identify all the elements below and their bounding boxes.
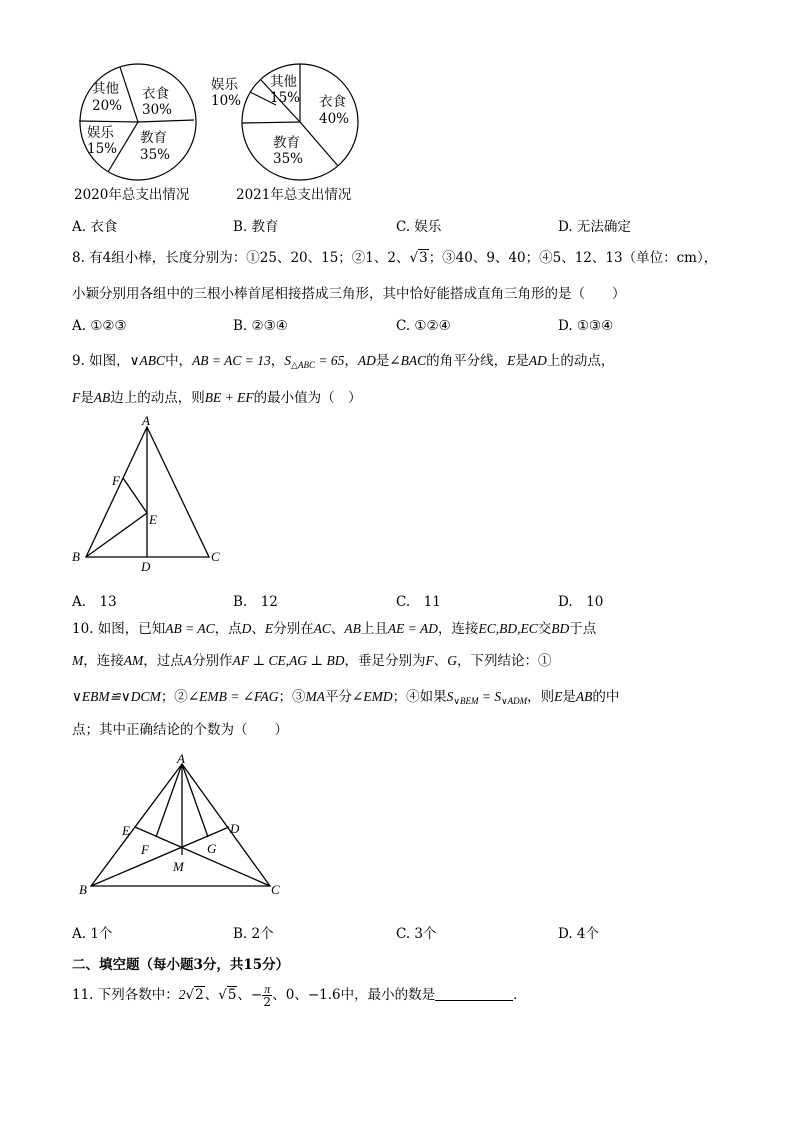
q9-math: AD (528, 353, 547, 368)
q8-text: ；③40、9、40；④5、12、13（单位：cm）， (428, 250, 718, 266)
q10-math: M (72, 653, 84, 668)
q11-text: 、0、−1.6中，最小的数是 (272, 987, 436, 1003)
q10-text: 10. 如图，已知 (72, 621, 166, 637)
q10-math: E (264, 621, 274, 636)
q11-fraction (262, 983, 272, 1008)
q10-label-b: B (79, 882, 87, 897)
q10-text: 、 (433, 653, 448, 669)
q11-math: 2 (178, 987, 186, 1002)
q10-option-b: B. 2个 (233, 926, 274, 942)
q9-label-d: D (141, 559, 151, 574)
q10-math: ∠EMB = ∠FAG (187, 689, 279, 704)
q9-text: ， (270, 353, 285, 369)
q10-segment-db (91, 827, 229, 886)
q10-text: ，点 (214, 621, 242, 637)
q9-segment-be (86, 513, 147, 557)
q11-fraction-numerator: π (264, 982, 271, 996)
q10-label-e: E (122, 823, 130, 838)
q10-math: AF ⊥ CE,AG ⊥ BD (232, 653, 345, 668)
q10-text: 分别在 (273, 621, 314, 637)
q10-math: G (447, 653, 458, 668)
pie-2020-divider (138, 120, 194, 122)
q10-text: 于点 (569, 621, 597, 637)
q10-text: ；③ (278, 689, 306, 705)
pie-2020-value-qita: 20% (92, 98, 123, 114)
q9-text: 中， (165, 353, 193, 369)
q9-label-a: A (142, 415, 150, 428)
q8-option-c: C. ①②④ (396, 318, 451, 334)
q10-line2 (72, 654, 552, 669)
q10-label-c: C (271, 882, 280, 897)
q10-segment-ec (135, 827, 270, 886)
q10-math: AB (344, 621, 361, 636)
q11-answer-blank[interactable] (435, 986, 513, 1001)
q10-segment-af (156, 764, 182, 837)
q8-line1 (72, 252, 717, 266)
q10-math: EC,BD,EC (478, 621, 538, 636)
q10-triangle-figure (74, 752, 294, 902)
q8-option-a: A. ①②③ (72, 318, 127, 334)
q10-line4: 点；其中正确结论的个数为（ ） (72, 722, 288, 738)
q10-text: ，过点 (143, 653, 184, 669)
q9-math: ∠BAC (389, 353, 427, 368)
q7-option-b: B. 教育 (233, 219, 279, 235)
q10-math: F (425, 653, 434, 668)
q7-option-d: D. 无法确定 (558, 219, 631, 235)
q10-text: 交 (537, 621, 552, 637)
q10-math: A (183, 653, 192, 668)
q10-option-a: A. 1个 (72, 926, 113, 942)
pie-2020-value-yishi: 30% (142, 102, 173, 118)
q10-line1 (72, 622, 596, 637)
q10-math: AB (575, 689, 593, 704)
q10-math: MA (305, 689, 326, 704)
sqrt-symbol: √ (409, 250, 419, 266)
q11-line (72, 982, 527, 1016)
q9-text: 的角平分线， (426, 353, 508, 369)
q9-math: AB (93, 390, 111, 405)
q11-math: 5 (227, 987, 237, 1003)
q10-math: BD (551, 621, 570, 636)
q10-math: E (554, 689, 563, 704)
pie-2021-label-yule: 娱乐 (211, 77, 238, 93)
pie-2020-divider (79, 121, 138, 122)
q11-text: ． (513, 987, 527, 1003)
pie-2020-value-yule: 15% (87, 141, 118, 157)
q7-option-c: C. 娱乐 (396, 219, 442, 235)
q10-math-subscript: ∨ADM (501, 696, 528, 706)
q9-option-b: B. 12 (233, 594, 278, 610)
pie-2021-value-jiaoyu: 35% (273, 151, 304, 167)
q9-triangle-figure (66, 415, 236, 577)
q10-math: D (241, 621, 252, 636)
q10-option-c: C. 3个 (396, 926, 437, 942)
q8-option-d: D. ①③④ (558, 318, 614, 334)
pie-2021-divider (242, 122, 300, 123)
pie-2020-label-jiaoyu: 教育 (140, 130, 167, 146)
q9-line1 (72, 354, 614, 370)
q10-math: AC (313, 621, 331, 636)
q9-option-d: D. 10 (558, 594, 604, 610)
q9-segment-fe (123, 478, 147, 513)
q10-math-subscript: ∨BEM (453, 696, 479, 706)
pie-2021-caption: 2021年总支出情况 (236, 187, 352, 203)
q10-label-a: A (177, 752, 185, 766)
pie-2021-value-qita: 15% (270, 90, 301, 106)
q10-text: 是 (562, 689, 576, 705)
pie-2020-caption: 2020年总支出情况 (74, 187, 190, 203)
q10-label-m: M (173, 859, 184, 874)
section-2-title: 二、填空题（每小题3分，共15分） (72, 957, 290, 973)
q10-text: ，连接 (83, 653, 124, 669)
q9-option-a: A. 13 (72, 594, 117, 610)
q8-sqrt-value: 3 (419, 250, 428, 266)
q9-text: 是 (375, 353, 390, 369)
q10-text: ，则 (527, 689, 555, 705)
q10-math: ∠EMD (352, 689, 393, 704)
q10-math: AM (123, 653, 144, 668)
q10-label-d: D (230, 821, 240, 836)
q8-option-b: B. ②③④ (233, 318, 288, 334)
q10-text: 平分 (325, 689, 353, 705)
q9-text: 是 (515, 353, 529, 369)
pie-2021-label-jiaoyu: 教育 (273, 135, 300, 151)
q11-fraction-denominator: 2 (263, 995, 272, 1009)
q9-math: BE + EF (204, 390, 254, 405)
q10-math: AE = AD (387, 621, 438, 636)
pie-2020-value-jiaoyu: 35% (140, 147, 171, 163)
q9-text: 是 (80, 390, 94, 406)
q10-line3 (72, 690, 619, 706)
q10-option-d: D. 4个 (558, 926, 600, 942)
q10-text: 上且 (360, 621, 388, 637)
q11-text: 、 (204, 987, 219, 1003)
q11-text: 11. 下列各数中： (72, 987, 179, 1003)
pie-2020-label-yule: 娱乐 (87, 125, 114, 141)
q9-math: = 65 (314, 353, 345, 368)
q9-math: F (72, 390, 81, 405)
q10-text: 、 (251, 621, 265, 637)
pie-2021-label-yishi: 衣食 (319, 94, 346, 110)
q9-math-subscript: △ABC (291, 360, 315, 370)
q7-option-a: A. 衣食 (72, 219, 118, 235)
q10-text: 分别作 (192, 653, 233, 669)
q11-math: 2 (195, 987, 204, 1003)
q10-math: = S (478, 689, 502, 704)
q10-text: 的中 (592, 689, 620, 705)
q10-text: ，下列结论：① (457, 653, 552, 669)
q9-line2 (72, 391, 362, 406)
q9-text: 上的动点， (546, 353, 615, 369)
q10-math: AB = AC (165, 621, 215, 636)
q10-text: ；② (160, 689, 188, 705)
q8-text: 8. 有4组小棒，长度分别为：①25、20、15；②1、2、 (72, 250, 410, 266)
pie-2021-label-qita: 其他 (270, 74, 297, 90)
q9-text: 的最小值为（ ） (253, 390, 362, 406)
q9-option-c: C. 11 (396, 594, 441, 610)
q10-label-f: F (141, 842, 149, 857)
q10-text: ，连接 (438, 621, 479, 637)
pie-2020-divider (120, 67, 138, 122)
q10-segment-ag (182, 764, 208, 837)
q9-math: AD (357, 353, 376, 368)
q9-label-c: C (211, 549, 220, 564)
pie-2020-label-yishi: 衣食 (142, 86, 169, 102)
q9-math: S (284, 353, 292, 368)
q9-math: E (507, 353, 516, 368)
q10-text: ，垂足分别为 (344, 653, 426, 669)
q9-label-e: E (149, 512, 157, 527)
q11-text: 、− (237, 987, 263, 1003)
q9-text: 9. 如图， (72, 353, 130, 369)
sqrt-symbol: √ (218, 987, 227, 1003)
q9-label-f: F (112, 473, 120, 488)
q10-label-g: G (207, 841, 217, 856)
q9-text: ， (344, 353, 358, 369)
pie-2021-value-yishi: 40% (319, 111, 350, 127)
q9-text: 边上的动点，则 (110, 390, 205, 406)
pie-charts-figure (60, 60, 380, 210)
q10-math: S (446, 689, 454, 704)
pie-2021-divider (300, 122, 338, 166)
q10-text: ；④如果 (392, 689, 447, 705)
pie-2020-label-qita: 其他 (92, 81, 119, 97)
q10-math: ∨EBM≌∨DCM (72, 689, 161, 704)
q9-math: AB = AC = 13 (192, 353, 271, 368)
q8-line2: 小颖分别用各组中的三根小棒首尾相接搭成三角形，其中恰好能搭成直角三角形的是（ ） (72, 286, 626, 302)
q9-label-b: B (72, 549, 80, 564)
q9-math: ∨ABC (129, 353, 166, 368)
q10-text: 、 (330, 621, 345, 637)
pie-2021-value-yule: 10% (211, 93, 242, 109)
sqrt-symbol: √ (185, 987, 195, 1003)
